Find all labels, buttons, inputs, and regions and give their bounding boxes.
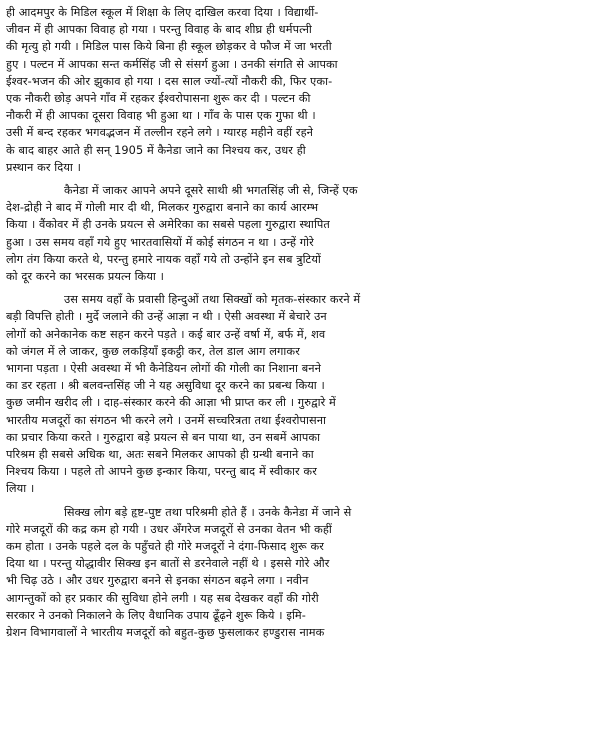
text-line: को जंगल में ले जाकर, कुछ लकड़ियाँ इकट्ठी कर, तेल डाल आग लगाकर [6,344,300,358]
text-line: हुए । पल्टन में आपका सन्त कर्मसिंह जी से संसर्ग हुआ । उनकी संगति से आपका [6,57,338,71]
text-line: लोगों को अनेकानेक कष्ट सहन करने पड़ते । कई बार उन्हें वर्षा में, बर्फ में, शव [6,327,326,341]
text-line: लिया । [6,482,35,496]
text-line: ईश्वर-भजन की ओर झुकाव हो गया । दस साल ज्यों-त्यों नौकरी की, फिर एका- [6,74,333,88]
text-line: उसी में बन्द रहकर भगवद्भजन में तल्लीन रहने लगे । ग्यारह महीने वहीं रहने [6,126,314,140]
text-line: नौकरी में ही आपका दूसरा विवाह भी हुआ था । गाँव के पास एक गुफा थी । [6,109,316,123]
text-line: कम होता । उनके पहले दल के पहुँचते ही गोरे मजदूरों ने दंगा-फिसाद शुरू कर [6,540,324,553]
text-line: की मृत्यु हो गयी । मिडिल पास किये बिना ही स्कूल छोड़कर वे फौज में जा भरती [6,40,332,54]
text-line: आगन्तुकों को हर प्रकार की सुविधा होने लगी । यह सब देखकर वहाँ की गोरी [6,591,319,605]
text-line: परिश्रम ही सबसे अधिक था, अतः सबने मिलकर आपको ही ग्रन्थी बनाने का [6,448,314,461]
text-line: प्रस्थान कर दिया । [6,160,81,174]
text-line: किया । वैंकोवर में ही उनके प्रयत्न से अमेरिका का सबसे पहला गुरुद्वारा स्थापित [6,218,330,232]
text-line: लोग तंग किया करते थे, परन्तु हमारे नायक वहाँ गये तो उन्होंने इन सब त्रुटियों [6,252,321,266]
text-line: दिया था । परन्तु योद्धावीर सिक्ख इन बातों से डरनेवाले नहीं थे । इससे गोरे और [6,557,330,571]
text-line: हुआ । उस समय वहाँ गये हुए भारतवासियों में कोई संगठन न था । उन्हें गोरे [6,235,314,249]
text-line: एक नौकरी छोड़ अपने गाँव में रहकर ईश्वरोपासना शुरू कर दी । पल्टन की [6,92,311,105]
text-line: सिक्ख लोग बड़े हृष्ट-पुष्ट तथा परिश्रमी होते हैं । उनके कैनेडा में जाने से [64,505,352,519]
text-line: कैनेडा में जाकर आपने अपने दूसरे साथी श्री भगतसिंह जी से, जिन्हें एक [64,184,358,197]
text-line: बड़ी विपत्ति होती । मुर्दे जलाने की उन्हें आज्ञा न थी । ऐसी अवस्था में बेचारे उन [6,310,327,324]
text-line: भी चिढ़ उठे । और उधर गुरुद्वारा बनने से इनका संगठन बढ़ने लगा । नवीन [6,574,309,588]
text-line: उस समय वहाँ के प्रवासी हिन्दुओं तथा सिक्खों को मृतक-संस्कार करने में [64,293,361,307]
text-line: का डर रहता । श्री बलवन्तसिंह जी ने यह असुविधा दूर करने का प्रबन्ध किया । [6,379,325,393]
text-line: देश-द्रोही ने बाद में गोली मार दी थी, मिलकर गुरुद्वारा बनाने का कार्य आरम्भ [6,201,319,215]
text-line: भारतीय मजदूरों का संगठन भी करने लगे । उनमें सच्चरित्रता तथा ईश्वरोपासना [6,413,327,427]
text-line: सरकार ने उनको निकालने के लिए वैधानिक उपाय ढूँढ़ने शुरू किये । इमि- [6,608,306,622]
text-line: कुछ जमीन खरीद ली । दाह-संस्कार करने की आज्ञा भी प्राप्त कर ली । गुरुद्वारे में [6,396,336,410]
text-line: जीवन में ही आपका विवाह हो गया । परन्तु विवाह के बाद शीघ्र ही धर्मपत्नी [6,23,312,37]
text-line: निश्चय किया । पहले तो आपने कुछ इन्कार किया, परन्तु बाद में स्वीकार कर [6,465,317,479]
text-line: भागना पड़ता । ऐसी अवस्था में भी कैनेडियन लोगों की गोली का निशाना बनने [6,362,322,375]
text-line: के बाद बाहर आते ही सन् 1905 में कैनेडा जाने का निश्चय कर, उधर ही [6,143,306,157]
text-line: ही आदमपुर के मिडिल स्कूल में शिक्षा के लिए दाखिल करवा दिया । विद्यार्थी- [6,6,319,19]
text-line: को दूर करने का भरसक प्रयत्न किया । [6,270,164,283]
text-line: ग्रेशन विभागवालों ने भारतीय मजदूरों को बहुत-कुछ फुसलाकर हण्डुरास नामक [6,626,325,639]
text-line: गोरे मजदूरों की कद्र कम हो गयी । उधर अँगरेज मजदूरों से उनका वेतन भी कहीं [6,522,332,536]
text-line: का प्रचार किया करते । गुरुद्वारा बड़े प्रयत्न से बन पाया था, उन सबमें आपका [6,430,321,444]
